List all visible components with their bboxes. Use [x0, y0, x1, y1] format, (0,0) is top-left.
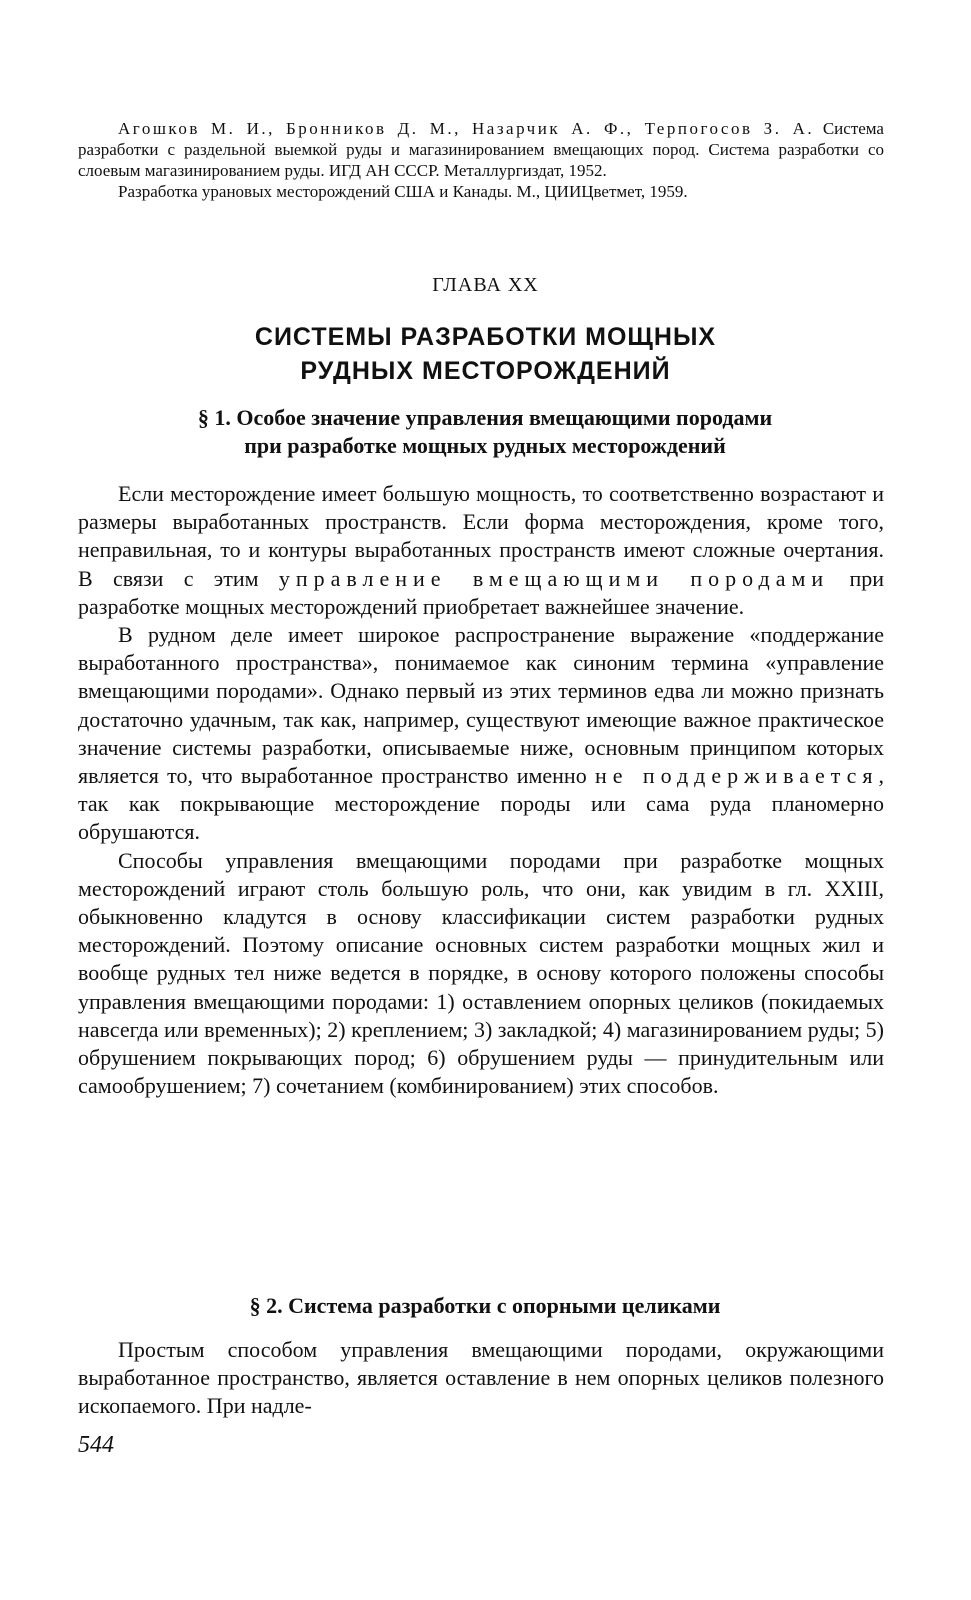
- paragraph-text: при разработке мощных месторождений приобретает важнейшее значение.: [78, 565, 884, 619]
- reference-item: [78, 181, 884, 202]
- paragraph: [78, 480, 884, 621]
- section-heading: § 2. Система разработки с опорными целиками: [249, 1293, 721, 1318]
- chapter-title-line: РУДНЫХ МЕСТОРОЖДЕНИЙ: [300, 357, 671, 385]
- section-heading: [90, 404, 880, 460]
- reference-text: Разработка урановых месторождений США и Канады. М., ЦИИЦветмет, 1959.: [118, 182, 688, 201]
- paragraph-text: Если месторождение имеет большую мощность, то соответственно возрастают и размеры выработанных пространств. Если форма месторождения, кроме того, неправильная, то и контуры выработанных пространств имеют сложные очертания. В связи с этим: [78, 481, 884, 591]
- chapter-label: ГЛАВА XX: [432, 274, 539, 296]
- paragraph: [78, 621, 884, 847]
- section-body: [78, 1336, 884, 1421]
- paragraph-text: , так как покрывающие месторождение породы или сама руда планомерно обрушаются.: [78, 763, 884, 845]
- emphasized-term: не поддерживается: [595, 763, 879, 789]
- paragraph: Способы управления вмещающими породами при разработке мощных месторождений играют столь большую роль, что они, как увидим в гл. XXIII, обыкновенно кладутся в основу классификации систем разработки рудных месторождений. Поэтому описание основных систем разработки мощных жил и вообще рудных тел ниже ведется в порядке, в основу которого положены способы управления вмещающими породами: 1) оставлением опорных целиков (покидаемых навсегда или временных); 2) креплением; 3) закладкой; 4) магазинированием руды; 5) обрушением покрывающих пород; 6) обрушением руды — принудительным или самообрушением; 7) сочетанием (комбинированием) этих способов.: [78, 847, 884, 1099]
- chapter-title: [0, 320, 971, 388]
- section-heading-line: § 1. Особое значение управления вмещающими породами: [197, 405, 773, 430]
- section-body: [78, 480, 884, 1100]
- section-heading-line: при разработке мощных рудных месторождений: [244, 433, 726, 458]
- reference-authors: Агошков М. И., Бронников Д. М., Назарчик А. Ф., Терпогосов З. А.: [118, 119, 815, 138]
- paragraph: Простым способом управления вмещающими породами, окружающими выработанное пространство, является оставление в нем опорных целиков полезного ископаемого. При надле-: [78, 1337, 884, 1419]
- chapter-title-line: СИСТЕМЫ РАЗРАБОТКИ МОЩНЫХ: [254, 323, 717, 351]
- page-number: 544: [78, 1432, 114, 1458]
- references-block: [78, 118, 884, 202]
- reference-text: Система разработки с раздельной выемкой руды и магазинированием вмещающих пород. Система разработки со слоевым магазинированием руды. ИГД АН СССР. Металлургиздат, 1952.: [78, 119, 884, 180]
- emphasized-term: управление вмещающими породами: [278, 565, 830, 591]
- reference-item: [78, 118, 884, 181]
- paragraph-text: В рудном деле имеет широкое распространение выражение «поддержание выработанного пространства», понимаемое как синоним термина «управление вмещающими породами». Однако первый из этих терминов едва ли можно признать достаточно удачным, так как, например, существуют имеющие важное практическое значение системы разработки, описываемые ниже, основным принципом которых является то, что выработанное пространство именно: [78, 622, 884, 789]
